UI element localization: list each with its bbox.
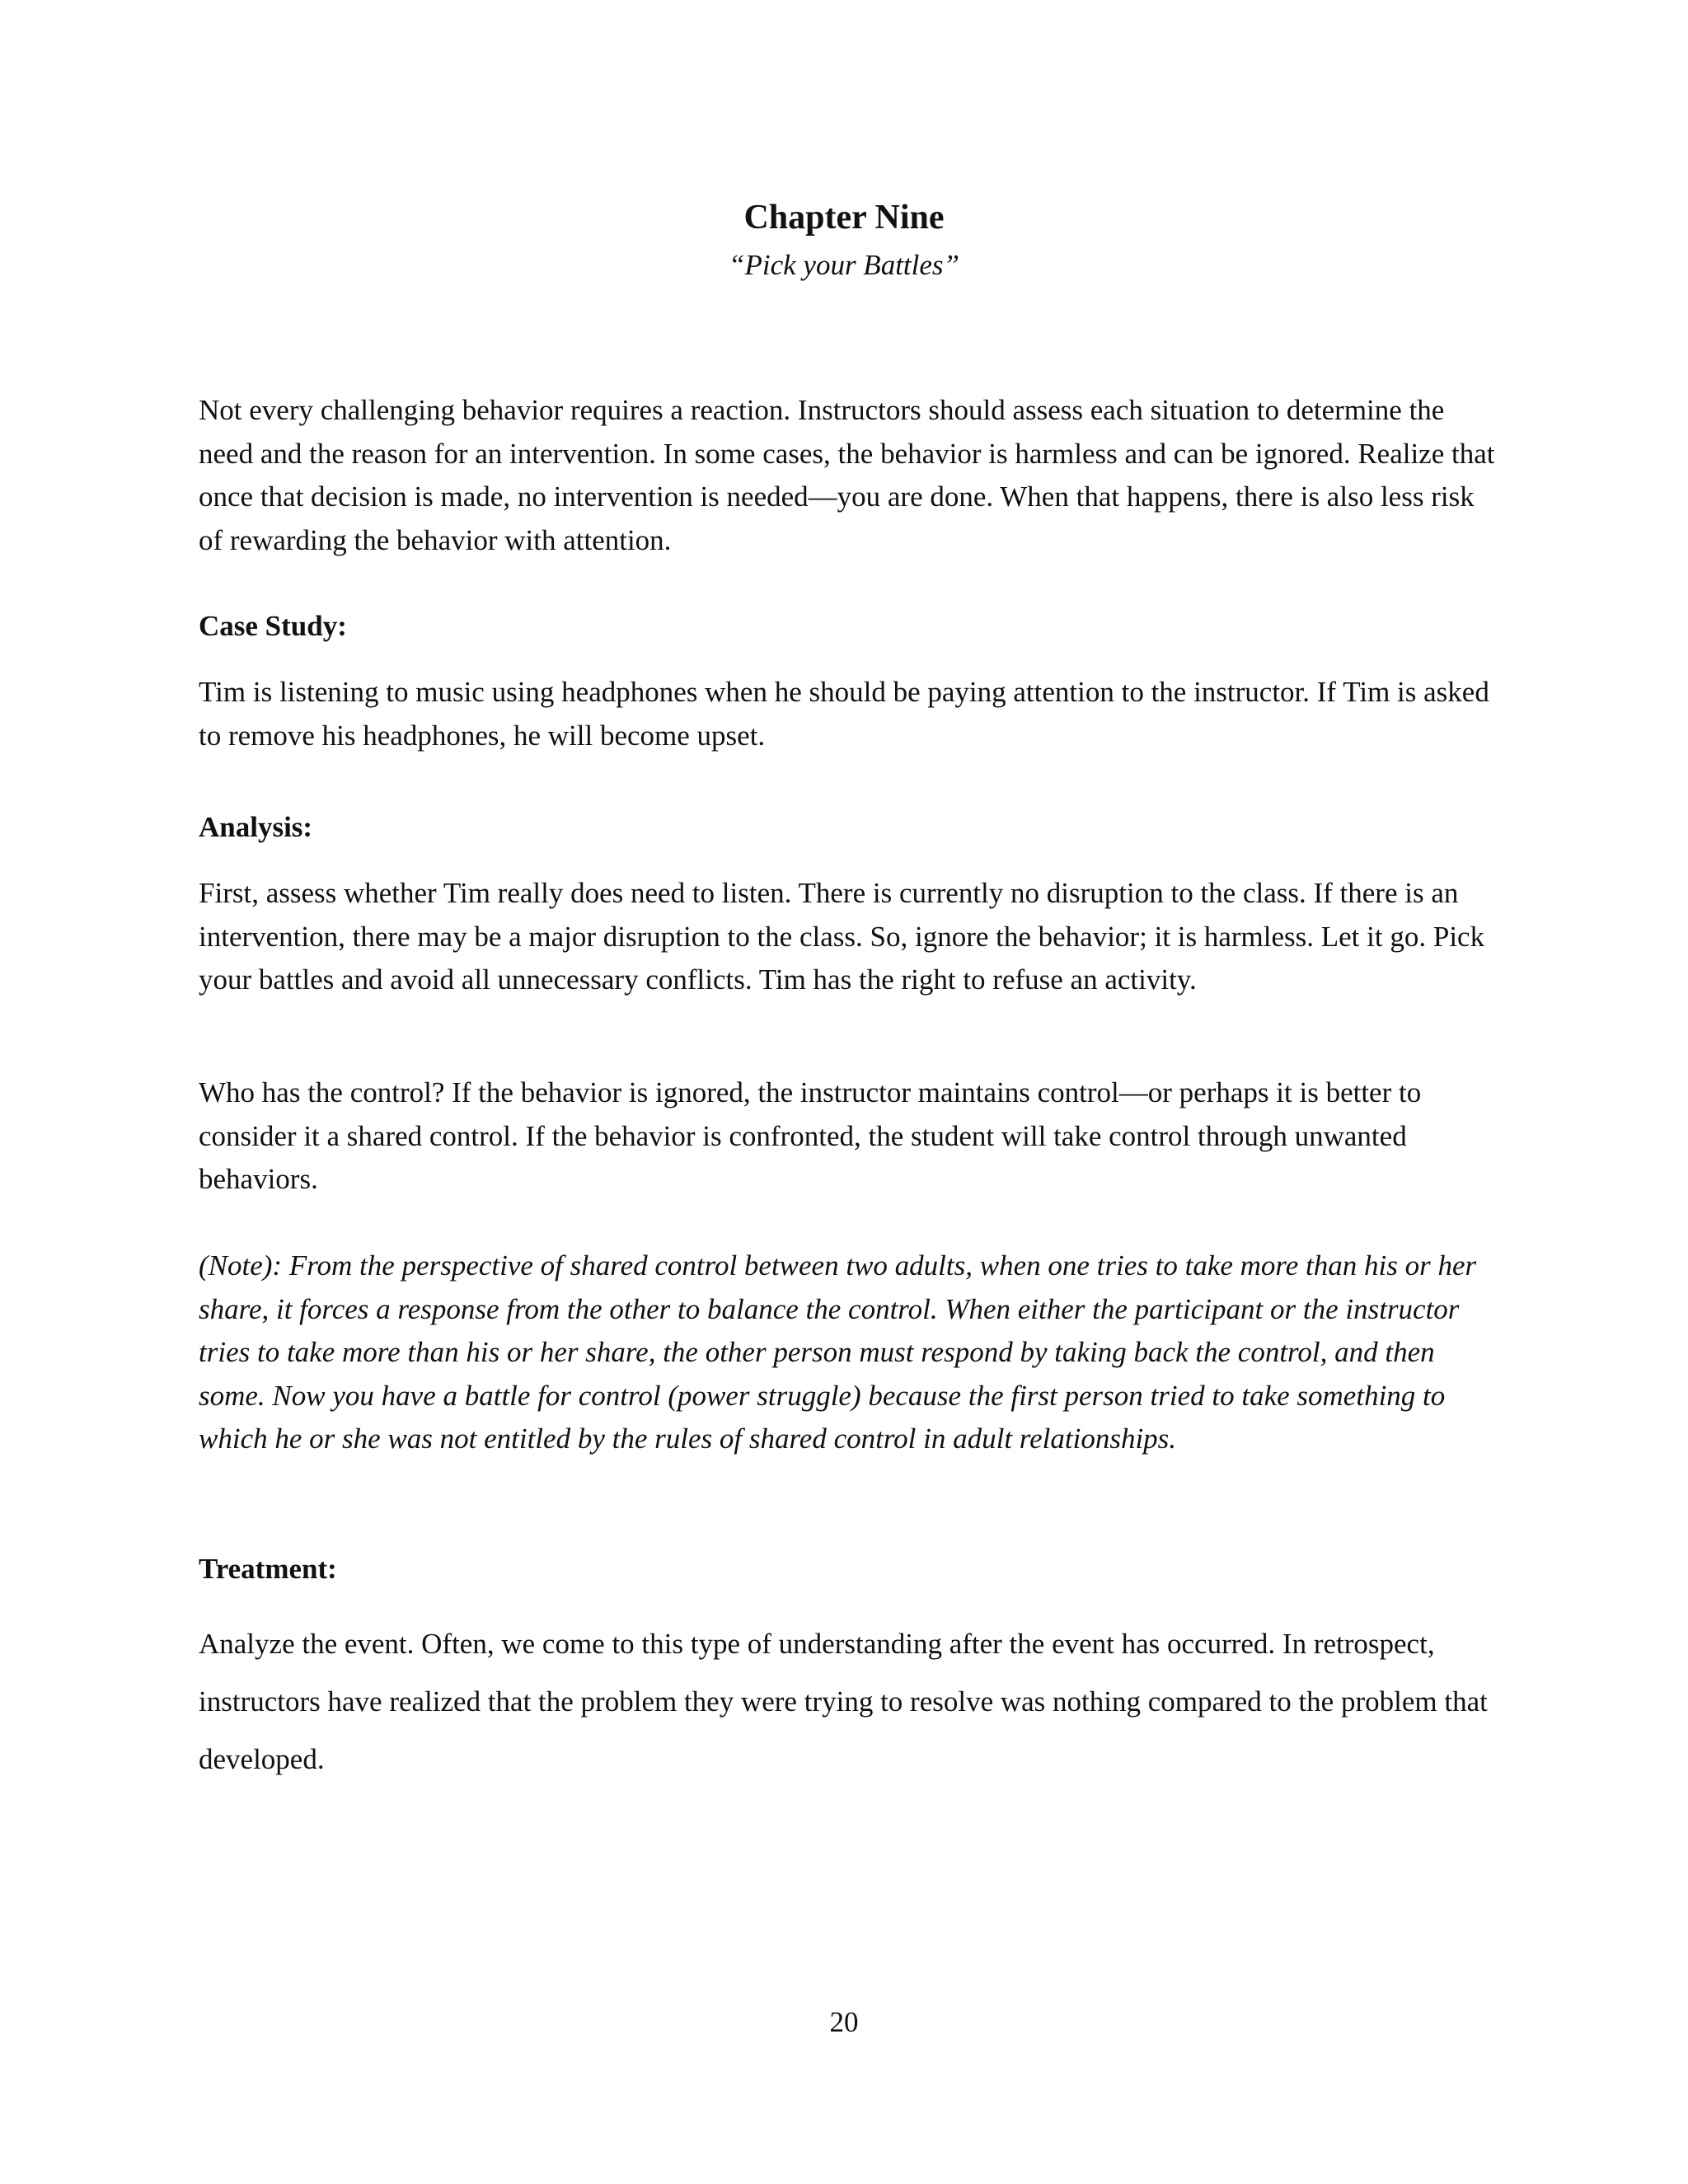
- analysis-paragraph-2: Who has the control? If the behavior is ignored, the instructor maintains control—or perhaps it is better to consider it a shared control. If the behavior is confronted, the student will take control through unwanted behaviors.: [199, 1076, 1422, 1195]
- treatment-paragraph: Analyze the event. Often, we come to this type of understanding after the event has occurred. In retrospect, instructors have realized that the problem they were trying to resolve was nothing compared to the problem that developed.: [199, 1628, 1488, 1775]
- analysis-paragraph-1: First, assess whether Tim really does need to listen. There is currently no disruption to the class. If there is an intervention, there may be a major disruption to the class. So, ignore the behavior; it is harmless. Let it go. Pick your battles and avoid all unnecessary conflicts. Tim has the right to refuse an activity.: [199, 877, 1485, 996]
- page-number: 20: [829, 2006, 859, 2038]
- analysis-heading: Analysis:: [199, 811, 313, 843]
- chapter-subtitle: “Pick your Battles”: [729, 249, 959, 281]
- intro-paragraph: Not every challenging behavior requires a reaction. Instructors should assess each situation to determine the need and the reason for an intervention. In some cases, the behavior is harmless and can be ignored. Realize that once that decision is made, no intervention is needed—you are done. When that happens, there is also less risk of rewarding the behavior with attention.: [199, 394, 1495, 556]
- case-study-heading: Case Study:: [199, 610, 347, 642]
- case-study-paragraph: Tim is listening to music using headphones when he should be paying attention to the instructor. If Tim is asked to remove his headphones, he will become upset.: [199, 676, 1489, 752]
- treatment-heading: Treatment:: [199, 1553, 337, 1585]
- note-paragraph: (Note): From the perspective of shared control between two adults, when one tries to take more than his or her share, it forces a response from the other to balance the control. When either the participant or the instructor tries to take more than his or her share, the other person must respond by taking back the control, and then some. Now you have a battle for control (power struggle) because the first person tried to take something to which he or she was not entitled by the rules of shared control in adult relationships.: [199, 1249, 1477, 1455]
- chapter-title: Chapter Nine: [743, 199, 945, 237]
